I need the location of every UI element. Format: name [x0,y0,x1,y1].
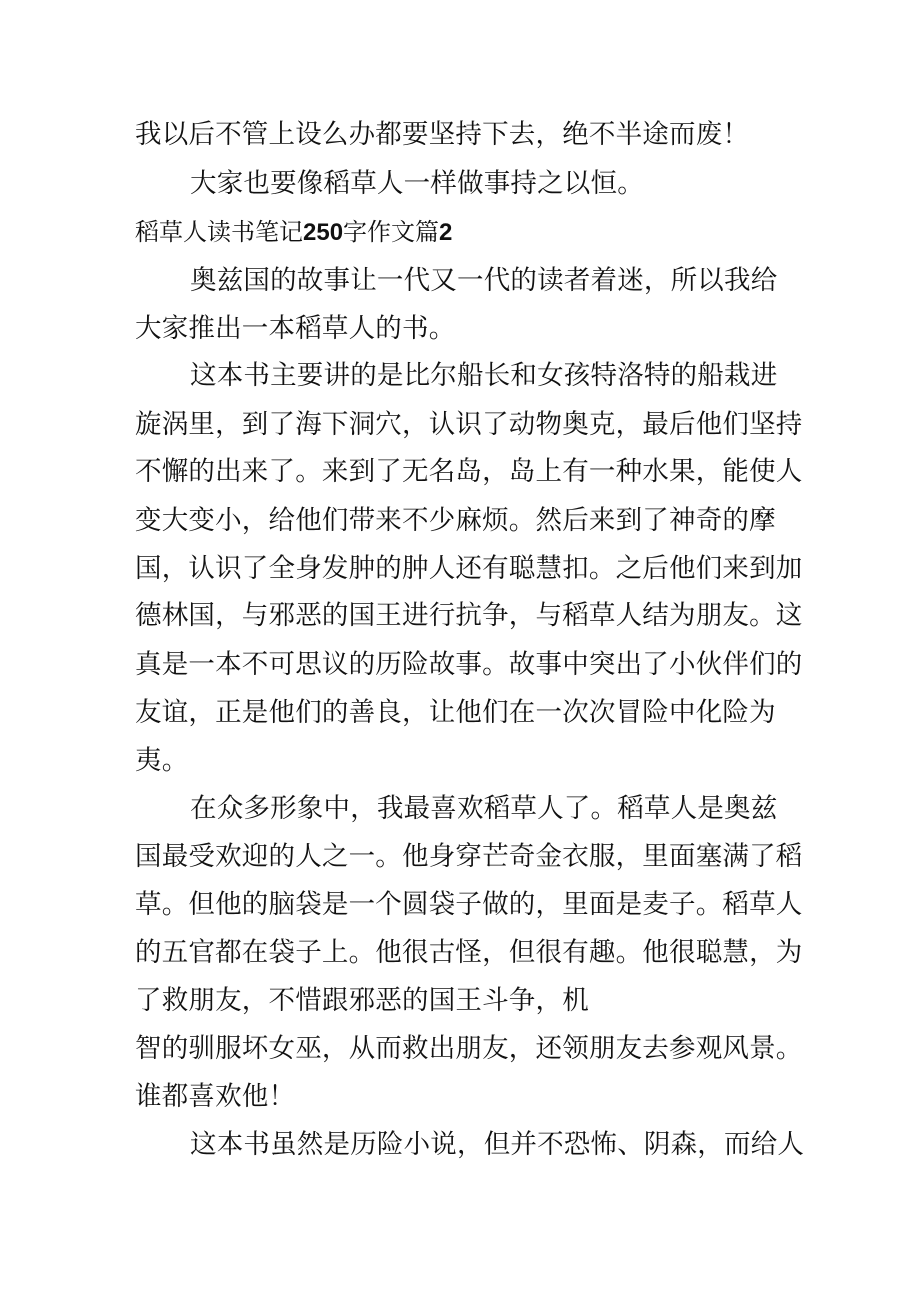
paragraph-line: 友谊，正是他们的善良，让他们在一次次冒险中化险为 [135,697,776,728]
paragraph-line: 国，认识了全身发肿的肿人还有聪慧扣。之后他们来到加 [135,553,803,584]
paragraph-line: 草。但他的脑袋是一个圆袋子做的，里面是麦子。稻草人 [135,889,803,920]
paragraph-line: 旋涡里，到了海下洞穴，认识了动物奥克，最后他们坚持 [135,409,803,440]
paragraph-line: 在众多形象中，我最喜欢稻草人了。稻草人是奥兹 [190,793,778,824]
paragraph-line: 的五官都在袋子上。他很古怪，但很有趣。他很聪慧，为 [135,937,803,968]
paragraph-line: 奥兹国的故事让一代又一代的读者着迷，所以我给 [190,265,778,296]
paragraph-line: 变大变小，给他们带来不少麻烦。然后来到了神奇的摩 [135,505,776,536]
paragraph-line: 真是一本不可思议的历险故事。故事中突出了小伙伴们的 [135,649,803,680]
heading-middle: 字作文篇 [343,218,440,246]
paragraph-line: 了救朋友，不惜跟邪恶的国王斗争，机 [135,985,589,1016]
paragraph-line: 这本书虽然是历险小说，但并不恐怖、阴森，而给人 [190,1129,805,1160]
heading-number: 250 [303,219,344,246]
heading-index: 2 [439,219,453,246]
paragraph-line: 国最受欢迎的人之一。他身穿芒奇金衣服，里面塞满了稻 [135,841,803,872]
paragraph-line: 智的驯服坏女巫，从而救出朋友，还领朋友去参观风景。 [135,1033,803,1064]
section-heading [135,212,835,253]
paragraph-line: 夷。 [135,745,189,776]
paragraph-line: 德林国，与邪恶的国王进行抗争，与稻草人结为朋友。这 [135,600,803,631]
paragraph-line: 这本书主要讲的是比尔船长和女孩特洛特的船栽进 [190,360,778,391]
paragraph-line: 不懈的出来了。来到了无名岛，岛上有一种水果，能使人 [135,456,803,487]
paragraph-line: 我以后不管上设么办都要坚持下去，绝不半途而废！ [135,119,750,150]
paragraph-line: 谁都喜欢他！ [135,1081,296,1112]
paragraph-line: 大家推出一本稻草人的书。 [135,313,456,344]
paragraph-line: 大家也要像稻草人一样做事持之以恒。 [190,168,644,199]
heading-prefix: 稻草人读书笔记 [135,218,303,246]
